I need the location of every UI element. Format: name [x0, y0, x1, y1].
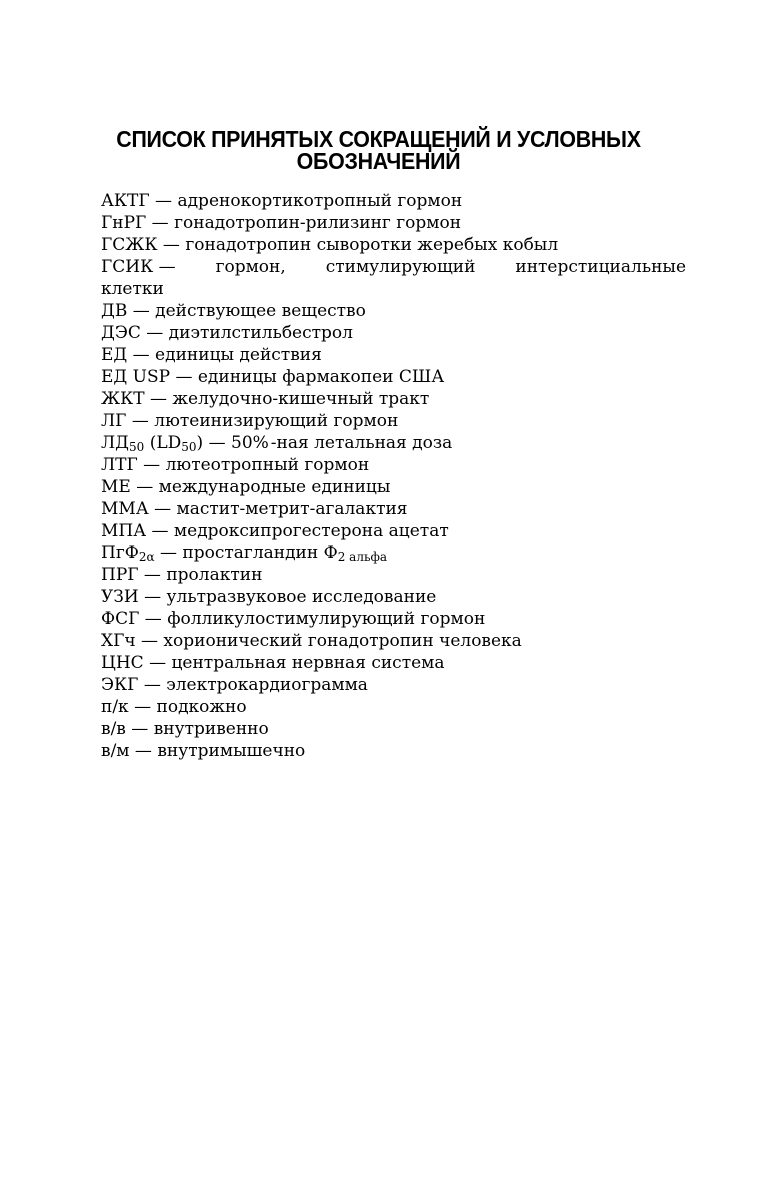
list-item: ММА — мастит-метрит-агалактия [101, 499, 408, 519]
list-item: ДВ — действующее вещество [101, 301, 366, 321]
list-item: МПА — медроксипрогестерона ацетат [101, 521, 449, 541]
list-item: ГСЖК — гонадотропин сыворотки жеребых кобыл [101, 235, 559, 255]
list-item: МЕ — международные единицы [101, 477, 391, 497]
list-item: ГСИК — гормон, стимулирующий интерстициальные клетки [101, 257, 686, 299]
abbreviation-list [101, 190, 686, 762]
list-item: в/в — внутривенно [101, 719, 269, 739]
list-item: УЗИ — ультразвуковое исследование [101, 587, 437, 607]
list-item: ЛГ — лютеинизирующий гормон [101, 411, 399, 431]
list-item: ЖКТ — желудочно-кишечный тракт [101, 389, 430, 409]
list-item: ЦНС — центральная нервная система [101, 653, 445, 673]
list-item: в/м — внутримышечно [101, 741, 306, 761]
title-line-2: ОБОЗНАЧЕНИЙ [296, 148, 461, 174]
list-item: ГнРГ — гонадотропин-рилизинг гормон [101, 213, 462, 233]
list-item: $ЛД_{50}$ $(LD_{50})$ — 50% -ная летальная доза [101, 433, 453, 454]
list-item: ДЭС — диэтилстильбестрол [101, 323, 353, 343]
title-line-1: СПИСОК ПРИНЯТЫХ СОКРАЩЕНИЙ И УСЛОВНЫХ [116, 126, 641, 152]
list-item: п/к — подкожно [101, 697, 247, 717]
list-item: ХГч — хорионический гонадотропин человека [101, 631, 522, 651]
list-item: ЛТГ — лютеотропный гормон [101, 455, 370, 475]
list-item: ЕД USP — единицы фармакопеи США [101, 367, 445, 387]
list-item: ПРГ — пролактин [101, 565, 263, 585]
list-item: ПгФ$_{2\alpha}$ — простагландин $Ф_{2 альфа}$ [101, 543, 388, 564]
list-item: ЕД — единицы действия [101, 345, 322, 365]
page-title [82, 128, 674, 172]
list-item: АКТГ — адренокортикотропный гормон [101, 191, 463, 211]
list-item: ФСГ — фолликулостимулирующий гормон [101, 609, 486, 629]
list-item: ЭКГ — электрокардиограмма [101, 675, 368, 695]
